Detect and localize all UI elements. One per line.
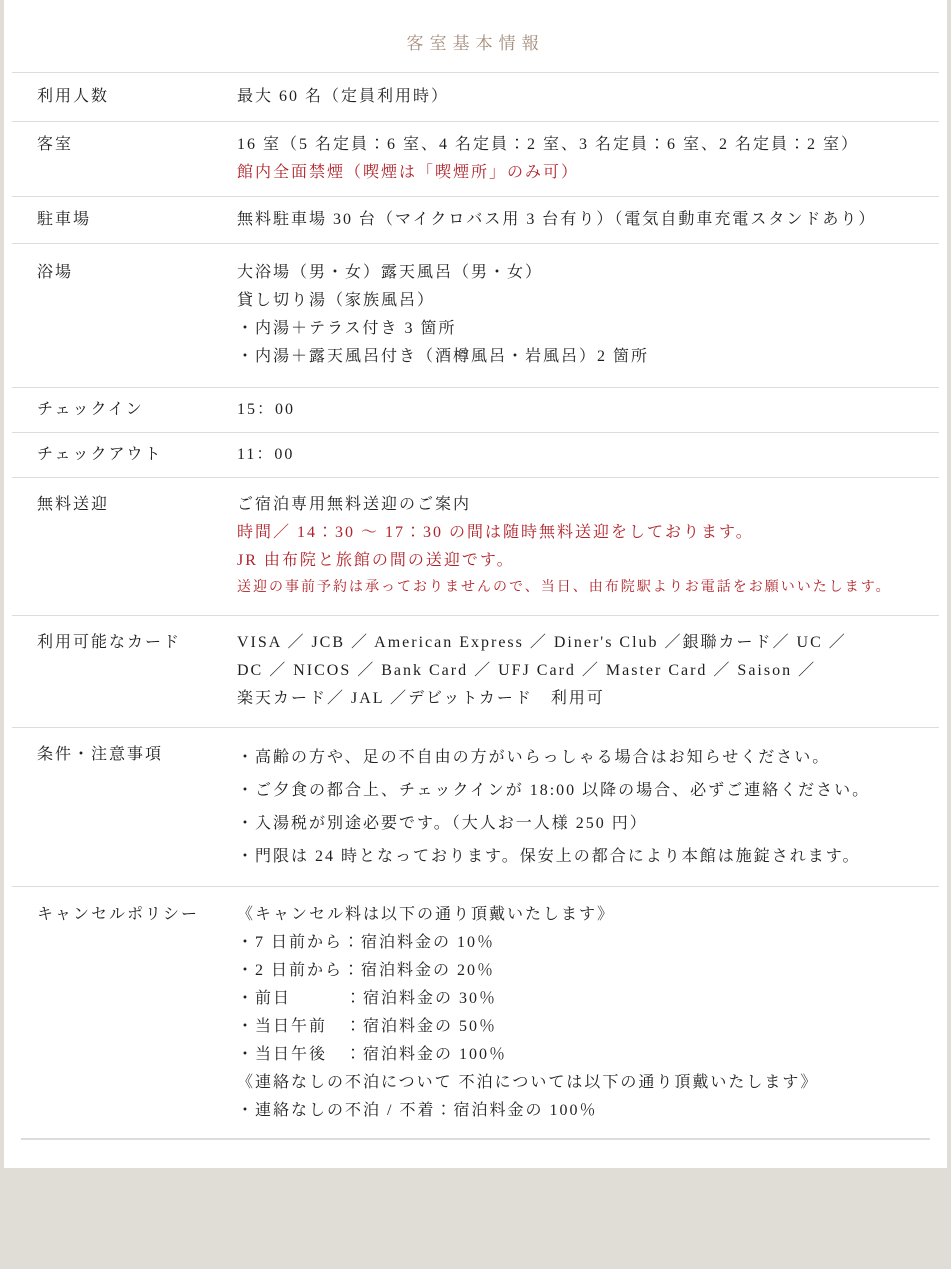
value-line: ・当日午前 ：宿泊料金の 50％: [237, 1018, 498, 1035]
info-row: [12, 477, 939, 615]
row-label: 客室: [37, 136, 74, 153]
row-value: [237, 131, 939, 187]
value-line: ・ご夕食の都合上、チェックインが 18:00 以降の場合、必ずご連絡ください。: [237, 782, 871, 799]
row-label: 条件・注意事項: [37, 746, 164, 763]
row-label: 無料送迎: [37, 496, 110, 513]
info-row: [12, 387, 939, 432]
section-header: [4, 0, 947, 72]
row-label: 利用可能なカード: [37, 634, 182, 651]
row-value: [237, 206, 939, 234]
page-title: 客室基本情報: [406, 34, 545, 53]
info-row: [12, 243, 939, 387]
row-label: キャンセルポリシー: [37, 906, 200, 923]
row-value: [237, 83, 939, 111]
info-row: [12, 727, 939, 886]
value-line: JR 由布院と旅館の間の送迎です。: [237, 552, 515, 569]
row-value: [237, 441, 939, 469]
value-line: 館内全面禁煙（喫煙は「喫煙所」のみ可）: [237, 164, 580, 181]
value-line: 送迎の事前予約は承っておりませんので、当日、由布院駅よりお電話をお願いいたします。: [237, 580, 892, 595]
value-line: DC ／ NICOS ／ Bank Card ／ UFJ Card ／ Master Card ／ Saison ／: [237, 662, 817, 679]
row-value: [237, 629, 939, 713]
info-row: [12, 432, 939, 477]
row-label: 利用人数: [37, 88, 110, 105]
info-row: [12, 121, 939, 196]
row-label: チェックイン: [37, 401, 144, 418]
value-line: ・前日 ：宿泊料金の 30％: [237, 990, 498, 1007]
value-line: 《キャンセル料は以下の通り頂戴いたします》: [237, 906, 616, 923]
value-line: 楽天カード／ JAL ／デビットカード 利用可: [237, 690, 605, 707]
row-value: [237, 901, 939, 1125]
info-row: [12, 615, 939, 727]
value-line: 16 室（5 名定員：6 室、4 名定員：2 室、3 名定員：6 室、2 名定員：2 室）: [237, 136, 860, 153]
value-line: 《連絡なしの不泊について 不泊については以下の通り頂戴いたします》: [237, 1074, 819, 1091]
row-value: [237, 741, 939, 873]
value-line: ・連絡なしの不泊 / 不着：宿泊料金の 100％: [237, 1102, 598, 1119]
value-line: 大浴場（男・女）露天風呂（男・女）: [237, 264, 544, 281]
value-line: 貸し切り湯（家族風呂）: [237, 292, 436, 309]
value-line: VISA ／ JCB ／ American Express ／ Diner's Club ／銀聯カード／ UC ／: [237, 634, 847, 651]
room-info-card: [4, 0, 947, 1168]
value-line: ・内湯＋テラス付き 3 箇所: [237, 320, 457, 337]
value-line: ・当日午後 ：宿泊料金の 100％: [237, 1046, 508, 1063]
info-row: [12, 73, 939, 121]
info-row: [12, 886, 939, 1138]
value-line: 11：00: [237, 446, 295, 463]
row-label: 駐車場: [37, 211, 92, 228]
value-line: ・高齢の方や、足の不自由の方がいらっしゃる場合はお知らせください。: [237, 749, 831, 766]
info-table: [12, 72, 939, 1138]
value-line: ・7 日前から：宿泊料金の 10％: [237, 934, 496, 951]
info-row: [12, 196, 939, 243]
value-line: ・2 日前から：宿泊料金の 20％: [237, 962, 496, 979]
row-label: チェックアウト: [37, 446, 163, 463]
value-line: 無料駐車場 30 台（マイクロバス用 3 台有り）（電気自動車充電スタンドあり）: [237, 211, 877, 228]
row-value: [237, 396, 939, 424]
row-value: [237, 259, 939, 371]
card-footer-padding: [4, 1140, 947, 1168]
value-line: ご宿泊専用無料送迎のご案内: [237, 496, 472, 513]
value-line: ・内湯＋露天風呂付き（酒樽風呂・岩風呂）2 箇所: [237, 348, 650, 365]
value-line: ・入湯税が別途必要です。（大人お一人様 250 円）: [237, 815, 648, 832]
row-label: 浴場: [37, 264, 74, 281]
value-line: 15：00: [237, 401, 296, 418]
value-line: ・門限は 24 時となっております。保安上の都合により本館は施錠されます。: [237, 848, 861, 865]
value-line: 時間／ 14：30 ～ 17：30 の間は随時無料送迎をしております。: [237, 524, 754, 541]
row-value: [237, 491, 939, 601]
value-line: 最大 60 名（定員利用時）: [237, 88, 450, 105]
